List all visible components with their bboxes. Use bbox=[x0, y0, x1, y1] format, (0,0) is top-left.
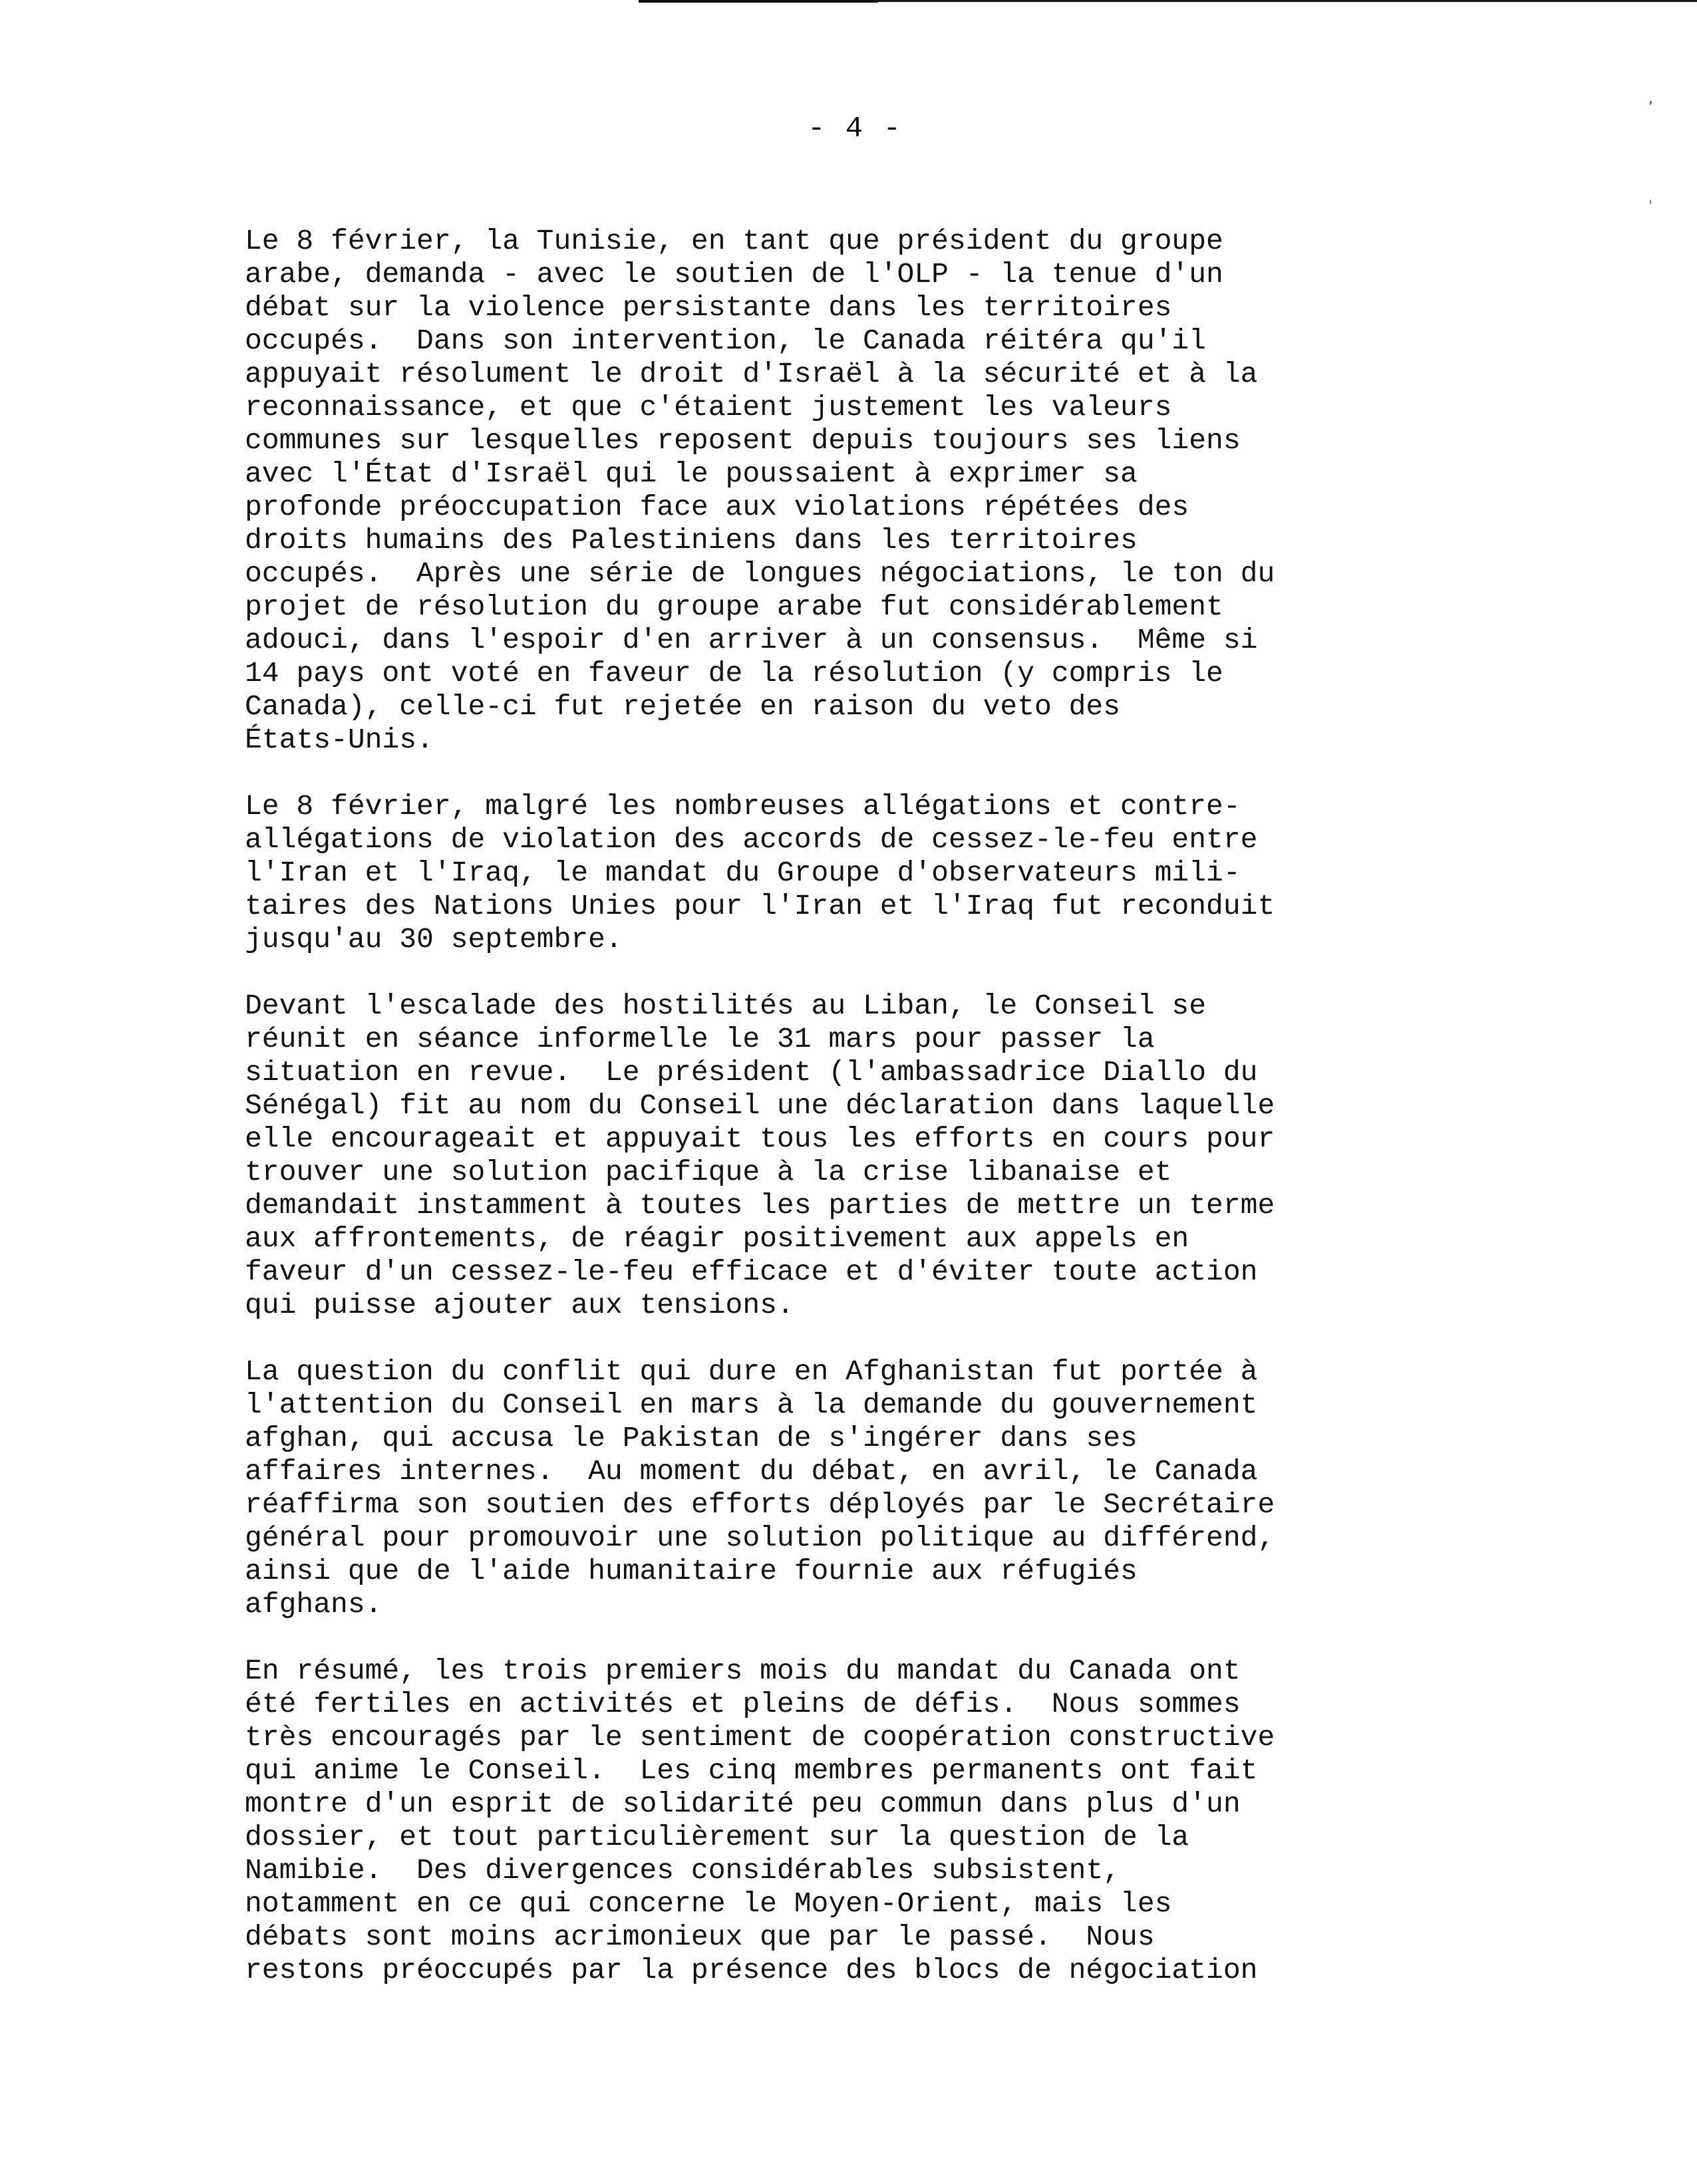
text-line: réunit en séance informelle le 31 mars pour passer la bbox=[245, 1023, 1155, 1055]
text-line: Sénégal) fit au nom du Conseil une déclaration dans laquelle bbox=[245, 1089, 1275, 1122]
body-text bbox=[245, 225, 1529, 1987]
text-line: trouver une solution pacifique à la crise libanaise et bbox=[245, 1156, 1172, 1188]
text-line: projet de résolution du groupe arabe fut considérablement bbox=[245, 591, 1223, 623]
paragraph bbox=[245, 1355, 1529, 1621]
margin-mark: , bbox=[1648, 90, 1653, 107]
text-line: reconnaissance, et que c'étaient justement les valeurs bbox=[245, 391, 1172, 424]
paragraph bbox=[245, 225, 1529, 757]
text-line: notamment en ce qui concerne le Moyen-Orient, mais les bbox=[245, 1887, 1172, 1920]
text-line: l'attention du Conseil en mars à la demande du gouvernement bbox=[245, 1389, 1258, 1421]
text-line: arabe, demanda - avec le soutien de l'OLP - la tenue d'un bbox=[245, 258, 1223, 291]
text-line: l'Iran et l'Iraq, le mandat du Groupe d'observateurs mili- bbox=[245, 857, 1241, 889]
text-line: affaires internes. Au moment du débat, en avril, le Canada bbox=[245, 1455, 1258, 1488]
text-line: 14 pays ont voté en faveur de la résolution (y compris le bbox=[245, 657, 1223, 690]
margin-mark: ' bbox=[1648, 198, 1653, 215]
text-line: faveur d'un cessez-le-feu efficace et d'éviter toute action bbox=[245, 1256, 1258, 1288]
text-line: Le 8 février, la Tunisie, en tant que président du groupe bbox=[245, 225, 1223, 257]
text-line: États-Unis. bbox=[245, 724, 434, 756]
text-line: taires des Nations Unies pour l'Iran et l'Iraq fut reconduit bbox=[245, 890, 1275, 922]
text-line: très encouragés par le sentiment de coopération constructive bbox=[245, 1721, 1275, 1754]
text-line: ainsi que de l'aide humanitaire fournie aux réfugiés bbox=[245, 1555, 1138, 1587]
text-line: qui puisse ajouter aux tensions. bbox=[245, 1289, 794, 1321]
text-line: La question du conflit qui dure en Afghanistan fut portée à bbox=[245, 1355, 1258, 1388]
text-line: qui anime le Conseil. Les cinq membres permanents ont fait bbox=[245, 1754, 1258, 1787]
text-line: général pour promouvoir une solution politique au différend, bbox=[245, 1522, 1275, 1554]
text-line: occupés. Après une série de longues négociations, le ton du bbox=[245, 557, 1275, 590]
paragraph bbox=[245, 990, 1529, 1322]
text-line: jusqu'au 30 septembre. bbox=[245, 923, 623, 956]
text-line: situation en revue. Le président (l'ambassadrice Diallo du bbox=[245, 1056, 1258, 1089]
text-line: dossier, et tout particulièrement sur la question de la bbox=[245, 1821, 1189, 1853]
text-line: occupés. Dans son intervention, le Canada réitéra qu'il bbox=[245, 325, 1207, 357]
text-line: restons préoccupés par la présence des blocs de négociation bbox=[245, 1954, 1258, 1986]
paragraph bbox=[245, 790, 1529, 956]
text-line: Le 8 février, malgré les nombreuses allégations et contre- bbox=[245, 790, 1241, 823]
text-line: Canada), celle-ci fut rejetée en raison du veto des bbox=[245, 690, 1121, 723]
text-line: elle encourageait et appuyait tous les efforts en cours pour bbox=[245, 1123, 1275, 1155]
text-line: En résumé, les trois premiers mois du mandat du Canada ont bbox=[245, 1655, 1241, 1687]
text-line: débats sont moins acrimonieux que par le passé. Nous bbox=[245, 1921, 1155, 1953]
text-line: adouci, dans l'espoir d'en arriver à un consensus. Même si bbox=[245, 624, 1258, 656]
text-line: profonde préoccupation face aux violations répétées des bbox=[245, 491, 1189, 523]
text-line: réaffirma son soutien des efforts déployés par le Secrétaire bbox=[245, 1488, 1275, 1521]
text-line: demandait instamment à toutes les parties de mettre un terme bbox=[245, 1189, 1275, 1222]
text-line: afghan, qui accusa le Pakistan de s'ingérer dans ses bbox=[245, 1422, 1138, 1454]
text-line: été fertiles en activités et pleins de défis. Nous sommes bbox=[245, 1688, 1241, 1720]
text-line: Devant l'escalade des hostilités au Liban, le Conseil se bbox=[245, 990, 1207, 1022]
page-number: - 4 - bbox=[807, 112, 903, 146]
text-line: Namibie. Des divergences considérables subsistent, bbox=[245, 1854, 1121, 1887]
paragraph bbox=[245, 1655, 1529, 1987]
text-line: montre d'un esprit de solidarité peu commun dans plus d'un bbox=[245, 1788, 1241, 1820]
text-line: droits humains des Palestiniens dans les territoires bbox=[245, 524, 1138, 557]
text-line: appuyait résolument le droit d'Israël à la sécurité et à la bbox=[245, 358, 1258, 390]
text-line: communes sur lesquelles reposent depuis toujours ses liens bbox=[245, 424, 1241, 457]
text-line: avec l'État d'Israël qui le poussaient à exprimer sa bbox=[245, 458, 1138, 490]
text-line: aux affrontements, de réagir positivement aux appels en bbox=[245, 1222, 1189, 1255]
top-edge-rule-thick bbox=[639, 0, 878, 3]
text-line: afghans. bbox=[245, 1588, 383, 1621]
text-line: allégations de violation des accords de cessez-le-feu entre bbox=[245, 823, 1258, 856]
text-line: débat sur la violence persistante dans les territoires bbox=[245, 291, 1172, 324]
